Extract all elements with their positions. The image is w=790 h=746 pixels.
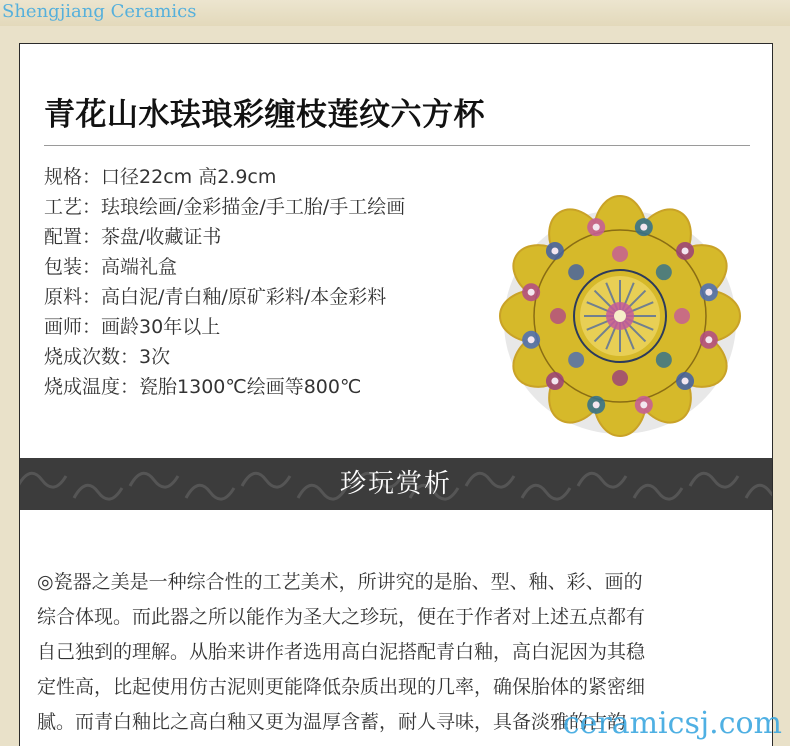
spec-separator: ：	[82, 166, 102, 188]
section-header-band	[20, 458, 772, 510]
spec-separator: ：	[82, 226, 102, 248]
title-divider	[44, 145, 750, 146]
plate-flower-center	[551, 247, 558, 254]
product-title: 青花山水珐琅彩缠枝莲纹六方杯	[44, 97, 485, 133]
spec-row	[44, 252, 405, 282]
spec-value: 口径22cm 高2.9cm	[101, 166, 277, 188]
plate-flower-center	[528, 336, 535, 343]
spec-row	[44, 192, 405, 222]
plate-flower-center	[640, 401, 647, 408]
spec-label: 烧成次数	[44, 346, 121, 368]
plate-flower-center	[528, 289, 535, 296]
spec-row	[44, 222, 405, 252]
plate-flower-center	[682, 247, 689, 254]
spec-label: 配置	[44, 226, 83, 248]
top-banner	[0, 0, 790, 26]
description-line: 自己独到的理解。从胎来讲作者选用高白泥搭配青白釉，高白泥因为其稳	[37, 641, 646, 663]
plate-flower-center	[705, 336, 712, 343]
spec-value: 画龄30年以上	[101, 316, 221, 338]
spec-value: 高端礼盒	[101, 256, 178, 278]
spec-separator: ：	[120, 346, 140, 368]
plate-flower	[656, 264, 672, 280]
spec-row	[44, 162, 405, 192]
spec-list	[44, 162, 405, 402]
plate-flower-center	[593, 224, 600, 231]
plate-center-dot	[614, 310, 626, 322]
product-card	[19, 43, 773, 746]
spec-label: 画师	[44, 316, 83, 338]
plate-flower-center	[551, 378, 558, 385]
plate-flower-center	[593, 401, 600, 408]
spec-row	[44, 342, 405, 372]
plate-flower	[656, 352, 672, 368]
description-line: 综合体现。而此器之所以能作为圣大之珍玩，便在于作者对上述五点都有	[37, 606, 646, 628]
spec-separator: ：	[82, 286, 102, 308]
watermark-site-text: ceramicsj.com	[562, 706, 782, 741]
spec-label: 包装	[44, 256, 83, 278]
spec-row	[44, 372, 405, 402]
plate-flower	[612, 246, 628, 262]
spec-separator: ：	[82, 196, 102, 218]
spec-label: 工艺	[44, 196, 83, 218]
watermark-logo-text: Shengjiang Ceramics	[2, 1, 197, 22]
description-line: 腻。而青白釉比之高白釉又更为温厚含蓄，耐人寻味，具备淡雅的古韵	[37, 711, 627, 733]
spec-row	[44, 312, 405, 342]
spec-value: 瓷胎1300℃绘画等800℃	[139, 376, 362, 398]
plate-flower	[550, 308, 566, 324]
spec-separator: ：	[120, 376, 140, 398]
spec-value: 茶盘/收藏证书	[101, 226, 222, 248]
spec-value: 珐琅绘画/金彩描金/手工胎/手工绘画	[101, 196, 406, 218]
spec-value: 高白泥/青白釉/原矿彩料/本金彩料	[101, 286, 387, 308]
product-image-plate	[498, 194, 743, 439]
description-line: ◎瓷器之美是一种综合性的工艺美术，所讲究的是胎、型、釉、彩、画的	[37, 571, 643, 593]
spec-label: 规格	[44, 166, 83, 188]
plate-flower-center	[640, 224, 647, 231]
section-title: 珍玩赏析	[339, 469, 452, 499]
plate-flower	[674, 308, 690, 324]
plate-flower-center	[705, 289, 712, 296]
plate-flower-center	[682, 378, 689, 385]
spec-label: 原料	[44, 286, 83, 308]
plate-flower	[612, 370, 628, 386]
spec-separator: ：	[82, 316, 102, 338]
spec-row	[44, 282, 405, 312]
description-line: 定性高，比起使用仿古泥则更能降低杂质出现的几率，确保胎体的紧密细	[37, 676, 646, 698]
spec-label: 烧成温度	[44, 376, 121, 398]
spec-value: 3次	[139, 346, 171, 368]
spec-separator: ：	[82, 256, 102, 278]
plate-flower	[568, 352, 584, 368]
plate-flower	[568, 264, 584, 280]
